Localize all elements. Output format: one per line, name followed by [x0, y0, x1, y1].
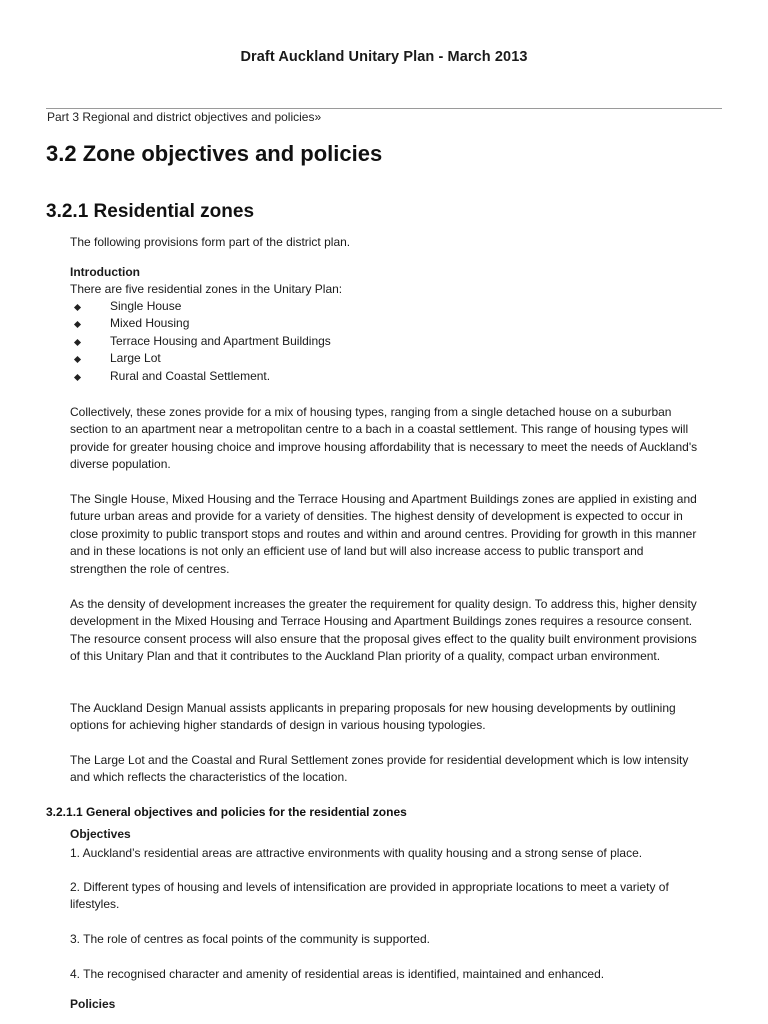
body-paragraph: Collectively, these zones provide for a mix of housing types, ranging from a single detached house on a suburban section to an apartment near a metropolitan centre to a bach in a coastal settlement. This range of housing types will provide for greater housing choice and improve housing affordability that is necessary to meet the needs of Auckland's diverse population. — [70, 405, 698, 472]
body-paragraph: As the density of development increases the greater the requirement for quality design. To address this, higher density development in the Mixed Housing and Terrace Housing and Apartment Buildings zones requires a resource consent. The resource consent process will also ensure that the proposal gives effect to the quality built environment provisions of this Unitary Plan and that it contributes to the Auckland Plan priority of a quality, compact urban environment. — [70, 597, 697, 664]
objective-item: 4. The recognised character and amenity of residential areas is identified, maintained and enhanced. — [70, 967, 605, 981]
list-item-text: Single House — [110, 299, 182, 313]
list-item-text: Mixed Housing — [110, 316, 190, 331]
introduction-heading: Introduction — [70, 265, 140, 279]
header-divider — [46, 108, 722, 109]
bullet-icon — [74, 304, 81, 311]
section-heading: 3.2 Zone objectives and policies — [46, 141, 383, 166]
objective-item: 1. Auckland’s residential areas are attractive environments with quality housing and a strong sense of place. — [70, 846, 643, 860]
body-paragraph: The Auckland Design Manual assists applicants in preparing proposals for new housing developments by outlining options for achieving higher standards of design in various housing typologies. — [70, 701, 676, 733]
subsection-heading: 3.2.1 Residential zones — [46, 201, 255, 222]
list-item-text: Terrace Housing and Apartment Buildings — [110, 333, 331, 348]
list-item-text: Large Lot — [110, 351, 161, 366]
objectives-heading: Objectives — [70, 827, 131, 841]
breadcrumb[interactable]: Part 3 Regional and district objectives and policies» — [47, 110, 322, 124]
bullet-icon — [74, 374, 81, 381]
bullet-icon — [74, 321, 81, 328]
document-header-title: Draft Auckland Unitary Plan - March 2013 — [240, 49, 528, 65]
bullet-icon — [74, 356, 81, 363]
bullet-icon — [74, 339, 81, 346]
introduction-text: There are five residential zones in the Unitary Plan: — [70, 282, 343, 296]
policies-heading: Policies — [70, 997, 116, 1011]
list-item-text: Rural and Coastal Settlement. — [110, 368, 271, 383]
subsection-3211-heading: 3.2.1.1 General objectives and policies for the residential zones — [46, 805, 407, 819]
objective-item: 3. The role of centres as focal points of the community is supported. — [70, 932, 430, 946]
objective-item: 2. Different types of housing and levels of intensification are provided in appropriate locations to meet a variety of lifestyles. — [70, 880, 669, 912]
body-paragraph: The Large Lot and the Coastal and Rural Settlement zones provide for residential development which is low intensity and which reflects the characteristics of the location. — [70, 753, 689, 785]
body-paragraph: The Single House, Mixed Housing and the Terrace Housing and Apartment Buildings zones are applied in existing and future urban areas and provide for a variety of densities. The highest density of development is expected to occur in close proximity to public transport stops and routes and within and around centres. Providing for growth in this manner and in these locations is not only an efficient use of land but will also increase access to public transport and strengthen the role of centres. — [70, 492, 697, 576]
lead-text: The following provisions form part of the district plan. — [70, 235, 351, 249]
